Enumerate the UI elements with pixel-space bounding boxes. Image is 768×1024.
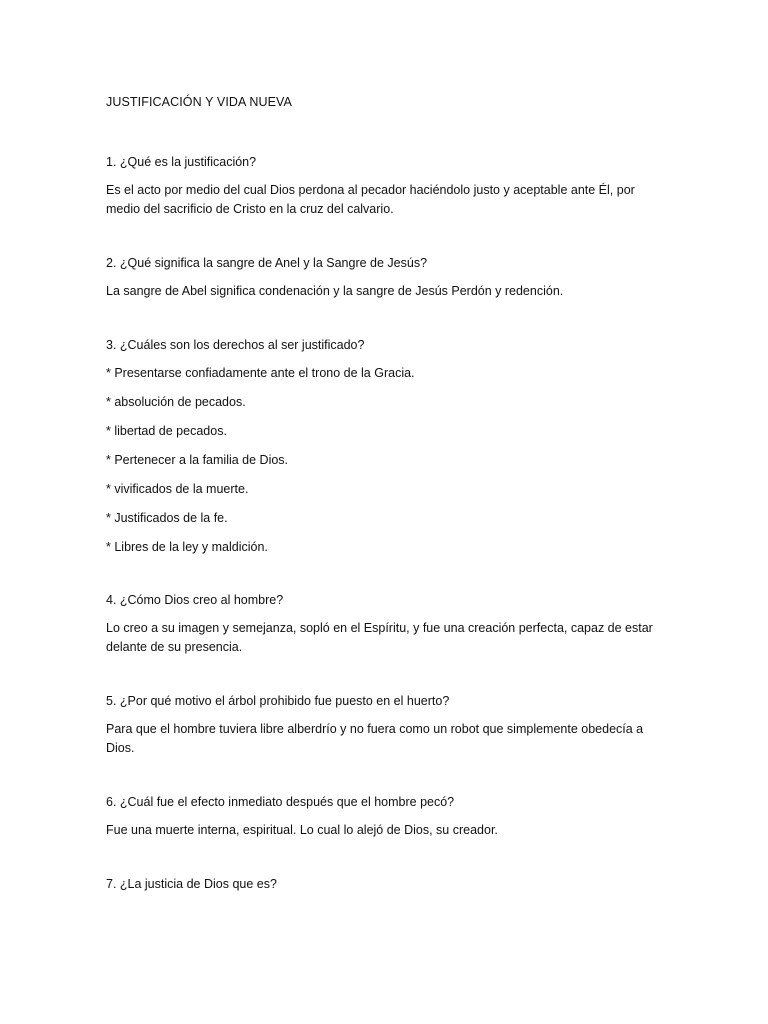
qa-section-6 <box>106 793 666 840</box>
answer-6: Fue una muerte interna, espiritual. Lo cual lo alejó de Dios, su creador. <box>106 823 498 837</box>
qa-section-3 <box>106 336 666 557</box>
rights-list <box>106 364 666 557</box>
question-3: 3. ¿Cuáles son los derechos al ser justificado? <box>106 338 365 352</box>
list-item: * absolución de pecados. <box>106 395 246 409</box>
qa-section-2 <box>106 254 666 301</box>
answer-5: Para que el hombre tuviera libre alberdrío y no fuera como un robot que simplemente obedecía a Dios. <box>106 722 644 755</box>
question-5: 5. ¿Por qué motivo el árbol prohibido fue puesto en el huerto? <box>106 694 450 708</box>
question-7: 7. ¿La justicia de Dios que es? <box>106 877 277 891</box>
list-item: * Pertenecer a la familia de Dios. <box>106 453 289 467</box>
document-content <box>106 93 666 925</box>
list-item: * Libres de la ley y maldición. <box>106 540 268 554</box>
list-item: * vivificados de la muerte. <box>106 482 249 496</box>
list-item: * Presentarse confiadamente ante el trono de la Gracia. <box>106 366 415 380</box>
answer-4: Lo creo a su imagen y semejanza, sopló en el Espíritu, y fue una creación perfecta, capaz de estar delante de su presencia. <box>106 621 653 654</box>
question-2: 2. ¿Qué significa la sangre de Anel y la Sangre de Jesús? <box>106 256 428 270</box>
qa-section-1 <box>106 153 666 219</box>
qa-section-7 <box>106 875 666 894</box>
qa-section-4 <box>106 591 666 657</box>
answer-2: La sangre de Abel significa condenación y la sangre de Jesús Perdón y redención. <box>106 284 564 298</box>
answer-1: Es el acto por medio del cual Dios perdona al pecador haciéndolo justo y aceptable ante Él, por medio del sacrificio de Cristo en la cruz del calvario. <box>106 183 635 216</box>
question-4: 4. ¿Cómo Dios creo al hombre? <box>106 593 284 607</box>
document-title: JUSTIFICACIÓN Y VIDA NUEVA <box>106 95 292 109</box>
list-item: * Justificados de la fe. <box>106 511 228 525</box>
question-1: 1. ¿Qué es la justificación? <box>106 155 257 169</box>
list-item: * libertad de pecados. <box>106 424 227 438</box>
question-6: 6. ¿Cuál fue el efecto inmediato después que el hombre pecó? <box>106 795 455 809</box>
qa-section-5 <box>106 692 666 758</box>
